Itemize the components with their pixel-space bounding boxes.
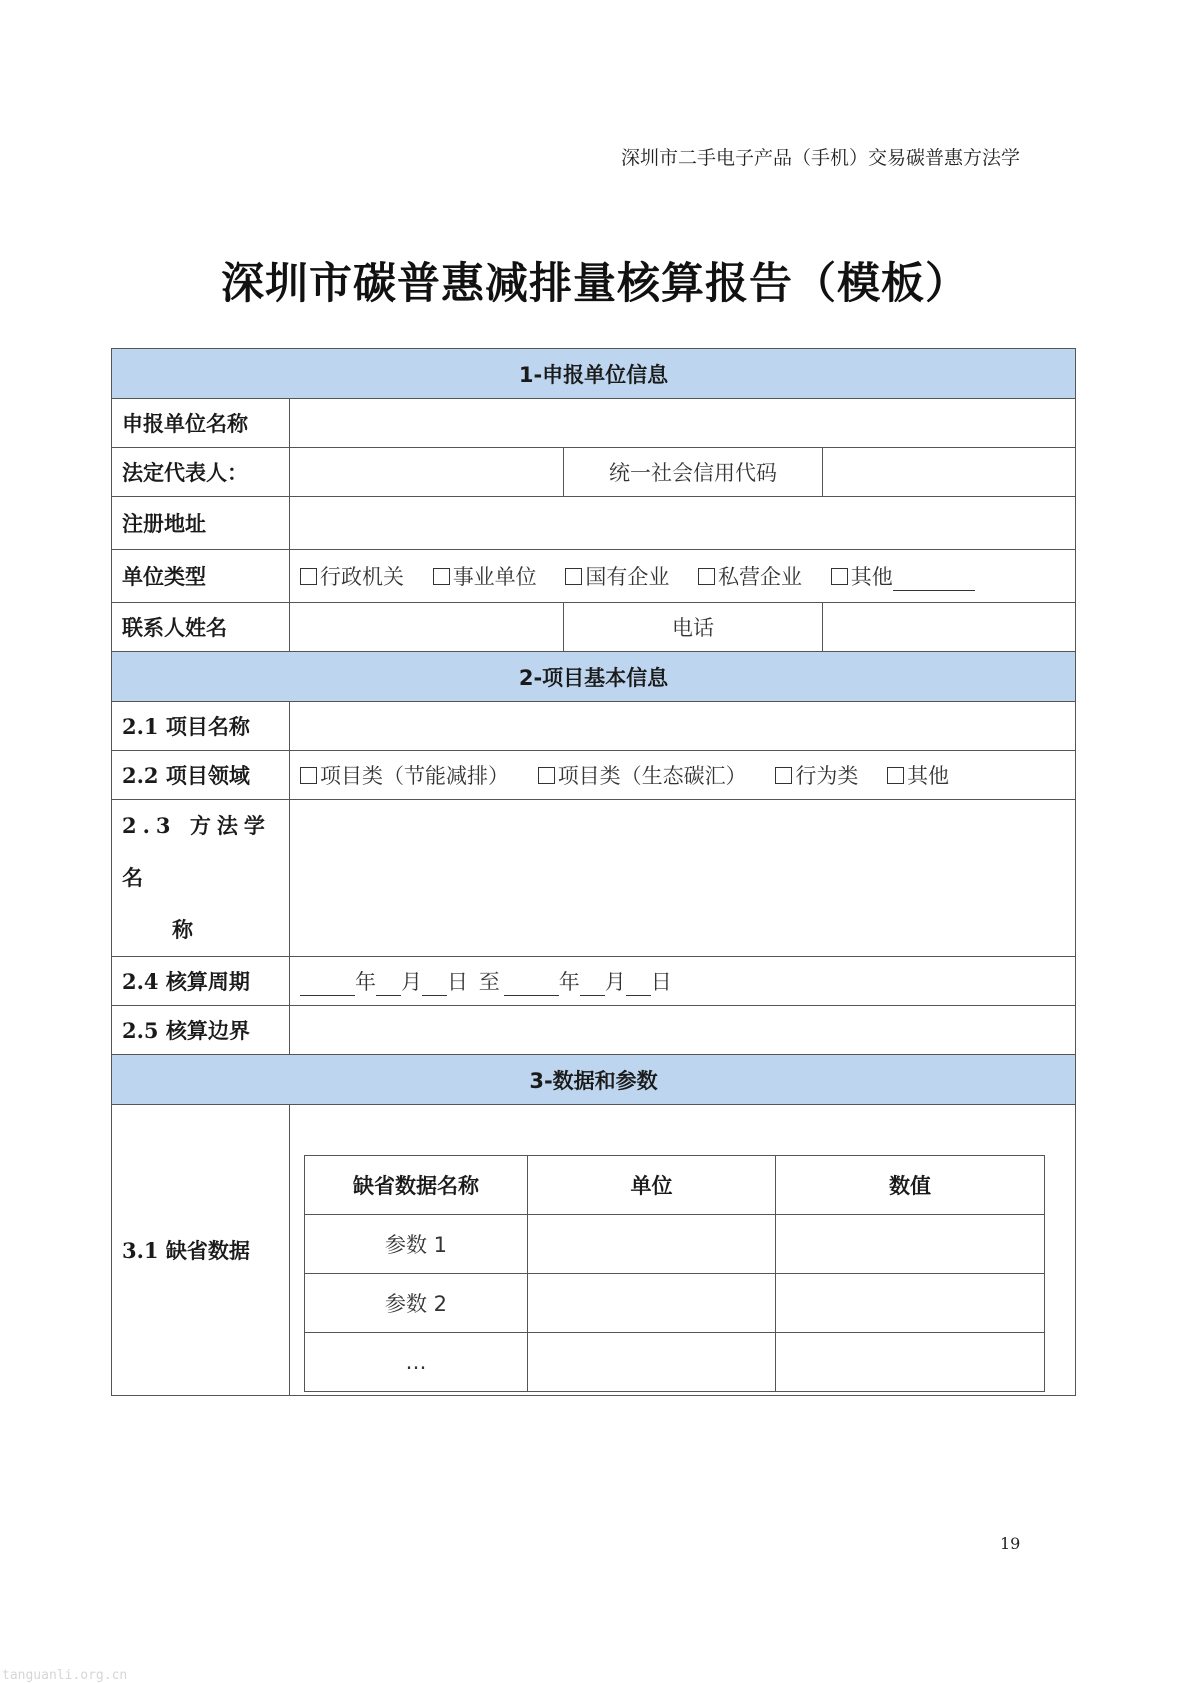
section-header-2: [112, 652, 1076, 702]
checkbox-icon[interactable]: [433, 568, 450, 585]
param-name-cell: 参数 2: [305, 1274, 528, 1333]
param-name-cell: 参数 1: [305, 1215, 528, 1274]
param-unit-cell[interactable]: [528, 1333, 776, 1392]
section-header-1: [112, 349, 1076, 399]
column-header-name: 缺省数据名称: [305, 1156, 528, 1215]
checkbox-icon[interactable]: [300, 767, 317, 784]
table-row: [305, 1215, 1045, 1274]
unit-type-option[interactable]: 私营企业: [698, 561, 802, 591]
end-month-blank[interactable]: [580, 975, 605, 996]
section-2-title: 2-项目基本信息: [112, 652, 1076, 702]
column-header-value: 数值: [776, 1156, 1045, 1215]
unit-type-options: [290, 550, 1076, 603]
project-name-label: 2.1 项目名称: [112, 702, 290, 751]
address-field[interactable]: [290, 497, 1076, 550]
checkbox-icon[interactable]: [698, 568, 715, 585]
checkbox-icon[interactable]: [887, 767, 904, 784]
legal-rep-field[interactable]: [290, 448, 564, 497]
unit-type-option[interactable]: 事业单位: [433, 561, 537, 591]
section-1-title: 1-申报单位信息: [112, 349, 1076, 399]
unit-type-label: 单位类型: [112, 550, 290, 603]
boundary-label: 2.5 核算边界: [112, 1006, 290, 1055]
start-day-blank[interactable]: [422, 975, 447, 996]
running-header: 深圳市二手电子产品（手机）交易碳普惠方法学: [620, 147, 1020, 169]
default-data-cell: [290, 1105, 1076, 1396]
default-data-label: 3.1 缺省数据: [112, 1105, 290, 1396]
domain-option[interactable]: 项目类（节能减排）: [300, 760, 509, 790]
column-header-unit: 单位: [528, 1156, 776, 1215]
period-label: 2.4 核算周期: [112, 957, 290, 1006]
credit-code-field[interactable]: [823, 448, 1076, 497]
default-data-table: [304, 1155, 1045, 1392]
table-header-row: [305, 1156, 1045, 1215]
param-value-cell[interactable]: [776, 1215, 1045, 1274]
unit-name-label: 申报单位名称: [112, 399, 290, 448]
start-month-blank[interactable]: [376, 975, 401, 996]
phone-field[interactable]: [823, 603, 1076, 652]
project-domain-options: [290, 751, 1076, 800]
param-name-cell: …: [305, 1333, 528, 1392]
checkbox-icon[interactable]: [300, 568, 317, 585]
phone-label: 电话: [564, 603, 823, 652]
period-field: 年 月 日 至 年 月 日: [290, 957, 1076, 1006]
project-domain-label: 2.2 项目领域: [112, 751, 290, 800]
address-label: 注册地址: [112, 497, 290, 550]
methodology-label-line2: 称: [172, 917, 199, 942]
watermark: tanguanli.org.cn: [2, 1668, 128, 1683]
contact-label: 联系人姓名: [112, 603, 290, 652]
unit-type-option[interactable]: 国有企业: [565, 561, 669, 591]
domain-option[interactable]: 行为类: [775, 760, 858, 790]
table-row: [305, 1333, 1045, 1392]
credit-code-label: 统一社会信用代码: [564, 448, 823, 497]
section-header-3: [112, 1055, 1076, 1105]
legal-rep-label: 法定代表人：: [112, 448, 290, 497]
boundary-field[interactable]: [290, 1006, 1076, 1055]
checkbox-icon[interactable]: [831, 568, 848, 585]
page-number: 19: [1000, 1534, 1021, 1553]
param-unit-cell[interactable]: [528, 1215, 776, 1274]
unit-name-field[interactable]: [290, 399, 1076, 448]
unit-type-option[interactable]: 其他: [831, 561, 975, 591]
checkbox-icon[interactable]: [565, 568, 582, 585]
unit-type-option[interactable]: 行政机关: [300, 561, 404, 591]
end-day-blank[interactable]: [626, 975, 651, 996]
methodology-field[interactable]: [290, 800, 1076, 957]
document-title: 深圳市碳普惠减排量核算报告（模板）: [221, 259, 969, 309]
domain-option[interactable]: 其他: [887, 760, 949, 790]
table-row: [305, 1274, 1045, 1333]
param-unit-cell[interactable]: [528, 1274, 776, 1333]
methodology-label-line1: 2.3 方法学名: [122, 813, 271, 890]
other-blank[interactable]: [893, 570, 975, 591]
section-3-title: 3-数据和参数: [112, 1055, 1076, 1105]
param-value-cell[interactable]: [776, 1274, 1045, 1333]
end-year-blank[interactable]: [504, 975, 559, 996]
contact-field[interactable]: [290, 603, 564, 652]
domain-option[interactable]: 项目类（生态碳汇）: [538, 760, 747, 790]
checkbox-icon[interactable]: [538, 767, 555, 784]
project-name-field[interactable]: [290, 702, 1076, 751]
methodology-label: [112, 800, 290, 957]
report-form: [111, 348, 1076, 1396]
start-year-blank[interactable]: [300, 975, 355, 996]
checkbox-icon[interactable]: [775, 767, 792, 784]
param-value-cell[interactable]: [776, 1333, 1045, 1392]
